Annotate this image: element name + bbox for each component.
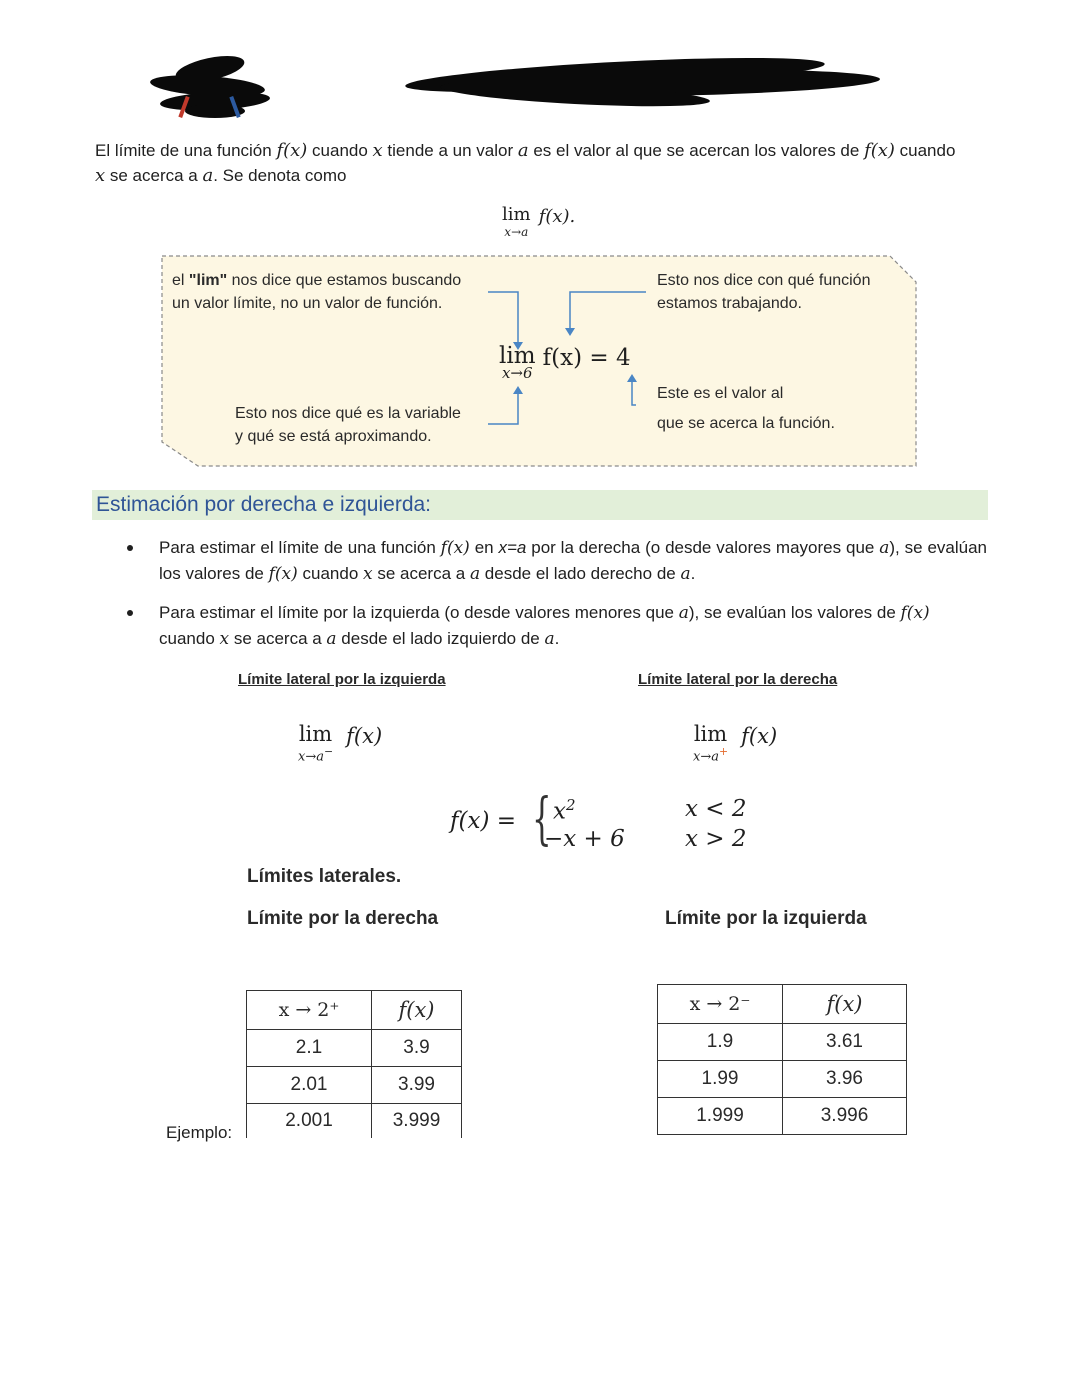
table-header-cell: x → 2⁻ [658,985,783,1024]
bullet-text: se acerca a [229,629,327,648]
math-a: a [517,140,529,161]
lim-word: lim [298,722,333,746]
lateral-limits-title: Límites laterales. [247,866,402,887]
lim-subscript: x→a [693,749,719,765]
example-limit [499,345,631,381]
bullet-left-limit [159,600,987,652]
table-header-cell: f(x) [372,991,462,1030]
note-text: que se acerca la función. [657,415,835,432]
bullet-text: por la derecha (o desde valores mayores que [526,538,880,557]
note-text: estamos trabajando. [657,295,802,312]
math-fx: f(x) [900,603,930,623]
table-cell: 2.1 [247,1030,372,1067]
left-limit-table [657,984,907,1135]
lim-subscript: x→6 [501,364,533,382]
right-lateral-limit [693,724,777,763]
table-row [247,1030,462,1067]
section-title: Estimación por derecha e izquierda: [96,493,432,516]
piecewise-case1: $x^2$ [553,796,576,825]
piecewise-case2: −x + 6 [544,826,625,852]
lim-subscript: x→a [504,225,529,239]
math-a: a [680,564,691,584]
variable-note [235,402,461,448]
bullet-text: Para estimar el límite por la izquierda (o desde valores menores que [159,603,679,622]
math-x: x [95,165,106,186]
note-text: Esto nos dice con qué función [657,272,871,289]
table-cell: 1.999 [658,1098,783,1135]
bullet-text: en [469,538,499,557]
table-cell: 1.9 [658,1024,783,1061]
bullet-text: desde el lado izquierdo de [336,629,545,648]
lim-expression: f(x) = 4 [542,345,631,371]
math-x: x [363,564,373,584]
table-row [658,1098,907,1135]
table-header-row [247,991,462,1030]
bullet-text: Para estimar el límite de una función [159,538,441,557]
function-note [657,269,870,315]
table-cell: 3.9 [372,1030,462,1067]
lim-expression: f(x) [346,724,383,748]
bullet-dot [127,610,133,616]
note-text: y qué se está aproximando. [235,428,432,445]
table-cell: 3.999 [372,1104,462,1139]
intro-text: se acerca a [105,166,203,185]
note-text: nos dice que estamos buscando [227,272,462,289]
lim-word: lim [693,722,728,746]
note-bold-text: "lim" [188,272,228,289]
intro-text: cuando [894,141,956,160]
lim-subscript: x→a [298,749,324,765]
math-x: x [219,629,230,649]
lim-superscript: − [323,745,334,758]
intro-text: . Se denota como [213,166,347,185]
table-cell: 2.001 [247,1104,372,1139]
note-text: el [172,272,189,289]
lim-expression: f(x). [538,206,576,227]
table-row [247,1104,462,1139]
intro-text: El límite de una función [95,141,277,160]
piecewise-lhs: f(x) = [450,808,517,834]
right-limit-title: Límite por la derecha [247,908,439,929]
bullet-text: . [690,564,696,583]
math-a: a [879,538,890,558]
math-a: a [202,165,214,186]
bullet-text: ), se evalúan los valores de [688,603,901,622]
left-lateral-heading: Límite lateral por la izquierda [238,671,446,688]
piecewise-cond2: x > 2 [685,826,747,852]
bullet-text: se acerca a [372,564,470,583]
math-xa: x=a [498,538,527,557]
table-cell: 3.96 [783,1061,907,1098]
lim-expression: f(x) [741,724,778,748]
math-a: a [469,564,481,584]
right-limit-table [246,990,462,1138]
left-lateral-limit [298,724,382,763]
table-row [658,1061,907,1098]
table-header-cell: x → 2⁺ [247,991,372,1030]
note-text: Esto nos dice qué es la variable [235,405,461,422]
table-header-row [658,985,907,1024]
table-cell: 3.61 [783,1024,907,1061]
table-row [247,1067,462,1104]
bullet-text: desde el lado derecho de [480,564,681,583]
note-text: un valor límite, no un valor de función. [172,295,443,312]
left-limit-title: Límite por la izquierda [665,908,867,929]
table-cell: 1.99 [658,1061,783,1098]
piecewise-brace: { [532,787,552,852]
note-text: Este es el valor al [657,385,784,402]
bullet-text: ), se evalúan los valores de [159,538,988,583]
intro-text: es el valor al que se acercan los valores de [528,141,865,160]
table-cell: 2.01 [247,1067,372,1104]
lim-note [172,269,461,315]
piecewise-cond1: x < 2 [685,796,747,822]
table-row [658,1024,907,1061]
example-label: Ejemplo: [166,1123,233,1142]
math-fx: f(x) [276,140,308,161]
bullet-text: cuando [159,629,220,648]
math-fx: f(x) [268,564,298,584]
table-cell: 3.99 [372,1067,462,1104]
bullet-right-limit [159,535,987,587]
math-a: a [678,603,689,623]
bullet-dot [127,545,133,551]
intro-text: tiende a un valor [382,141,518,160]
math-a: a [544,629,555,649]
value-note [657,379,835,439]
limit-notation [502,206,575,238]
lim-word: lim [502,204,531,225]
intro-text: cuando [307,141,373,160]
math-x: x [372,140,383,161]
math-fx: f(x) [440,538,470,558]
lim-superscript: + [718,745,729,758]
lim-word: lim [499,343,536,369]
intro-paragraph [95,138,990,188]
table-cell: 3.996 [783,1098,907,1135]
bullet-text: . [554,629,560,648]
table-header-cell: f(x) [783,985,907,1024]
right-lateral-heading: Límite lateral por la derecha [638,671,838,688]
bullet-text: cuando [297,564,364,583]
math-fx: f(x) [864,140,895,161]
math-a: a [326,629,337,649]
